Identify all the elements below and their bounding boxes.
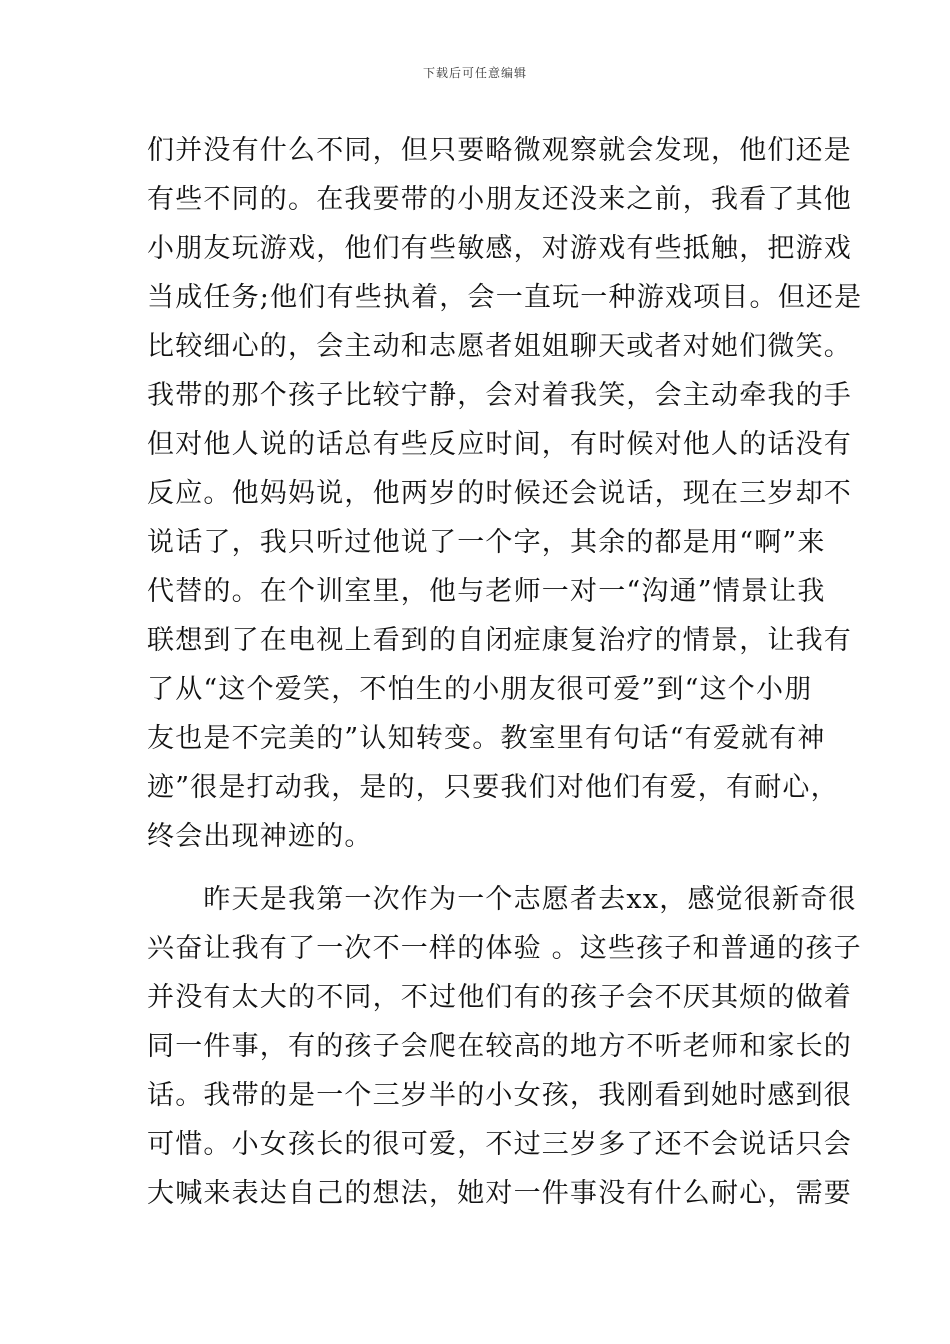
text-line: 同一件事，有的孩子会爬在较高的地方不听老师和家长的 bbox=[147, 1031, 852, 1062]
text-line: 并没有太大的不同，不过他们有的孩子会不厌其烦的做着 bbox=[147, 982, 852, 1013]
text-line: 说话了，我只听过他说了一个字，其余的都是用“啊”来 bbox=[147, 527, 826, 558]
text-line: 联想到了在电视上看到的自闭症康复治疗的情景，让我有 bbox=[147, 625, 852, 656]
text-line: 当成任务;他们有些执着，会一直玩一种游戏项目。但还是 bbox=[147, 282, 863, 313]
paragraph-spacer bbox=[147, 861, 819, 875]
text-line: 比较细心的，会主动和志愿者姐姐聊天或者对她们微笑。 bbox=[147, 331, 852, 362]
text-line: 兴奋让我有了一次不一样的体验 。这些孩子和普通的孩子 bbox=[147, 933, 862, 964]
text-line: 可惜。小女孩长的很可爱，不过三岁多了还不会说话只会 bbox=[147, 1129, 852, 1160]
text-line: 们并没有什么不同，但只要略微观察就会发现，他们还是 bbox=[147, 135, 852, 166]
text-line: 昨天是我第一次作为一个志愿者去xx，感觉很新奇很 bbox=[147, 884, 857, 915]
text-line: 代替的。在个训室里，他与老师一对一“沟通”情景让我 bbox=[147, 576, 826, 607]
text-line: 大喊来表达自己的想法，她对一件事没有什么耐心，需要 bbox=[147, 1178, 852, 1209]
text-line: 小朋友玩游戏，他们有些敏感，对游戏有些抵触，把游戏 bbox=[147, 233, 852, 264]
paragraph-1 bbox=[147, 126, 863, 861]
text-line: 有些不同的。在我要带的小朋友还没来之前，我看了其他 bbox=[147, 184, 852, 215]
text-line: 迹”很是打动我，是的，只要我们对他们有爱，有耐心， bbox=[147, 772, 839, 803]
text-line: 友也是不完美的”认知转变。教室里有句话“有爱就有神 bbox=[147, 723, 826, 754]
paragraph-2 bbox=[147, 875, 862, 1218]
text-line: 终会出现神迹的。 bbox=[147, 821, 373, 852]
text-line: 我带的那个孩子比较宁静，会对着我笑，会主动牵我的手 bbox=[147, 380, 852, 411]
text-line: 反应。他妈妈说，他两岁的时候还会说话，现在三岁却不 bbox=[147, 478, 852, 509]
text-line: 但对他人说的话总有些反应时间，有时候对他人的话没有 bbox=[147, 429, 852, 460]
body-text bbox=[147, 126, 863, 1218]
text-line: 话。我带的是一个三岁半的小女孩，我刚看到她时感到很 bbox=[147, 1080, 852, 1111]
page-header: 下载后可任意编辑 bbox=[422, 66, 527, 80]
text-line: 了从“这个爱笑，不怕生的小朋友很可爱”到“这个小朋 bbox=[147, 674, 813, 705]
